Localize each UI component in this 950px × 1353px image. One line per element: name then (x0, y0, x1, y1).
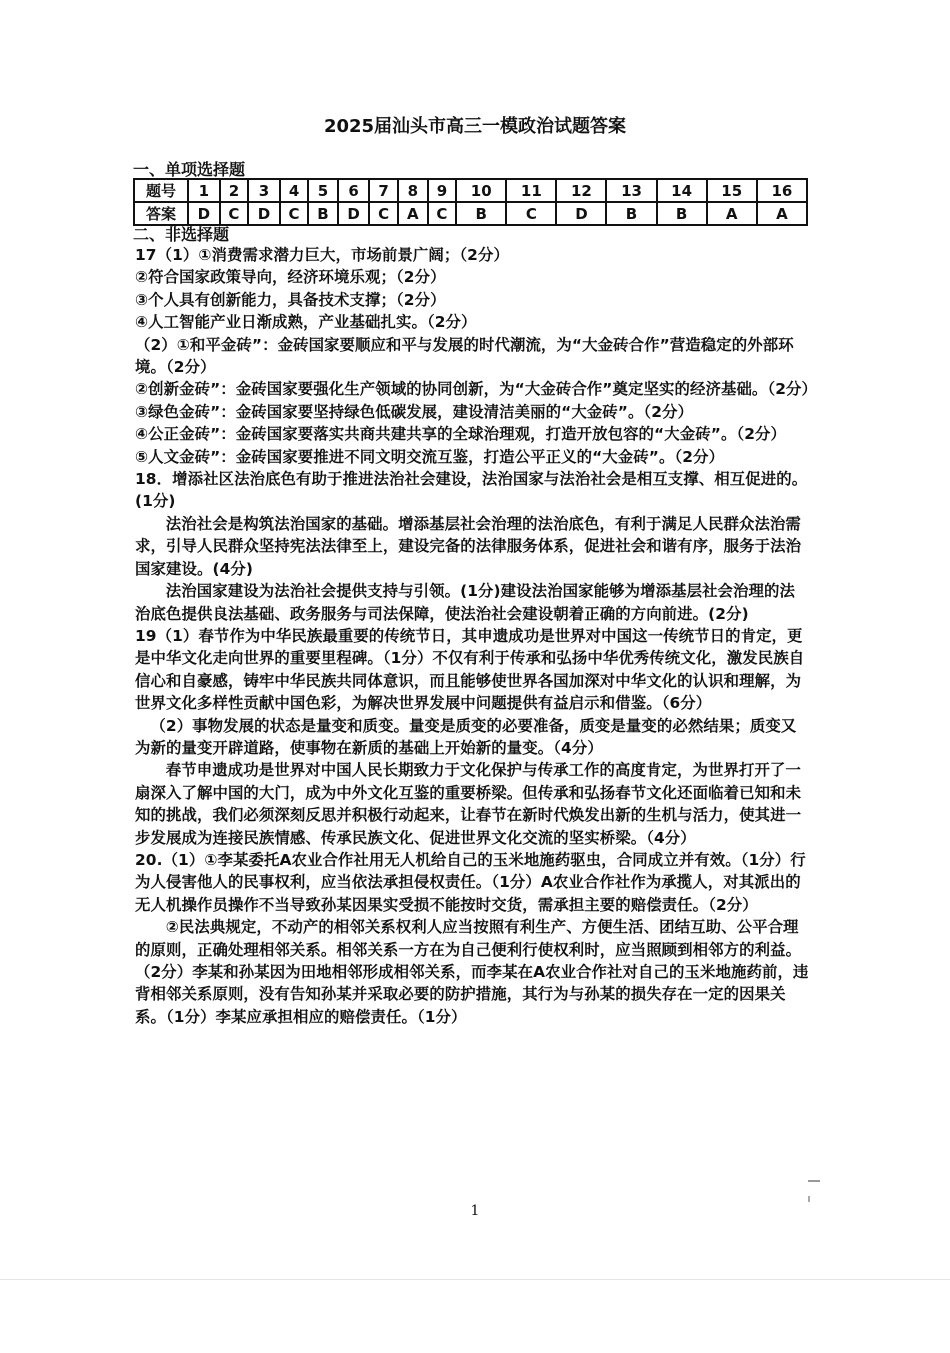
answer-cell: B (606, 202, 656, 225)
answer-body (135, 244, 818, 1028)
question-number-cell: 5 (308, 179, 337, 202)
question-number-cell: 11 (506, 179, 556, 202)
answer-cell: D (188, 202, 220, 225)
page-number: 1 (470, 1203, 480, 1219)
paragraph-q17-1a: 17（1）①消费需求潜力巨大，市场前景广阔；（2分） (135, 246, 509, 264)
answer-table (133, 178, 808, 226)
paragraph-q17-2a: （2）①和平金砖”：金砖国家要顺应和平与发展的时代潮流，为“大金砖合作”营造稳定的外部环境。（2分） (135, 335, 794, 377)
answer-cell: A (707, 202, 757, 225)
question-number-cell: 1 (188, 179, 220, 202)
answer-cell: B (657, 202, 707, 225)
paragraph-q20-1a: 20.（1）①李某委托A农业合作社用无人机给自己的玉米地施药驱虫，合同成立并有效。（1分）行为人侵害他人的民事权利，应当依法承担侵权责任。（1分）A农业合作社作为承揽人，对其派出的无人机操作员操作不当导致孙某因果实受损不能按时交货，需承担主要的赔偿责任。（2分） (135, 850, 806, 914)
question-number-row (134, 179, 807, 202)
scan-mark (808, 1180, 820, 1182)
paragraph-q17-2e: ⑤人文金砖”：金砖国家要推进不同文明交流互鉴，打造公平正义的“大金砖”。（2分） (135, 447, 725, 466)
paragraph-q17-2b: ②创新金砖”：金砖国家要强化生产领域的协同创新，为“大金砖合作”奠定坚实的经济基础。（2分） (135, 380, 818, 399)
paragraph-q17-1b: ②符合国家政策导向，经济环境乐观；（2分） (135, 268, 446, 287)
question-number-cell: 12 (556, 179, 606, 202)
question-number-cell: 14 (657, 179, 707, 202)
section-heading-non-choice: 二、非选择题 (133, 225, 230, 244)
answer-cell: A (757, 202, 807, 225)
paragraph-q17-1d: ④人工智能产业日渐成熟，产业基础扎实。（2分） (135, 313, 477, 332)
section-heading-single-choice: 一、单项选择题 (133, 160, 246, 179)
answer-cell: D (338, 202, 370, 225)
question-number-cell: 16 (757, 179, 807, 202)
question-number-cell: 7 (369, 179, 398, 202)
answer-cell: A (398, 202, 428, 225)
question-number-cell: 10 (456, 179, 506, 202)
question-number-cell: 3 (248, 179, 280, 202)
answer-cell: C (220, 202, 249, 225)
paragraph-q20-1b: ②民法典规定，不动产的相邻关系权利人应当按照有利生产、方便生活、团结互助、公平合理的原则，正确处理相邻关系。相邻关系一方在为自己便利行使权利时，应当照顾到相邻方的利益。（2分）李某和孙某因为田地相邻形成相邻关系，而李某在A农业合作社对自己的玉米地施药前，违背相邻关系原则，没有告知孙某并采取必要的防护措施，其行为与孙某的损失存在一定的因果关系。（1分）李某应承担相应的赔偿责任。（1分） (135, 918, 809, 1026)
paragraph-q17-2c: ③绿色金砖”：金砖国家要坚持绿色低碳发展，建设清洁美丽的“大金砖”。（2分） (135, 402, 694, 421)
question-number-cell: 9 (428, 179, 457, 202)
paragraph-q18-body1: 法治社会是构筑法治国家的基础。增添基层社会治理的法治底色，有利于满足人民群众法治需求，引导人民群众坚持宪法法律至上，建设完备的法律服务体系，促进社会和谐有序，服务于法治国家建设。(4分) (135, 514, 802, 578)
answer-cell: C (369, 202, 398, 225)
question-number-cell: 15 (707, 179, 757, 202)
scan-mark (808, 1196, 810, 1202)
question-number-cell: 2 (220, 179, 249, 202)
paragraph-q17-2d: ④公正金砖”：金砖国家要落实共商共建共享的全球治理观，打造开放包容的“大金砖”。（2分） (135, 425, 787, 444)
paragraph-q17-1c: ③个人具有创新能力，具备技术支撑；（2分） (135, 290, 446, 309)
document-title: 2025届汕头市高三一模政治试题答案 (323, 116, 627, 137)
question-number-cell: 4 (280, 179, 309, 202)
question-number-cell: 8 (398, 179, 428, 202)
answer-cell: B (308, 202, 337, 225)
paragraph-q18-body2: 法治国家建设为法治社会提供支持与引领。(1分)建设法治国家能够为增添基层社会治理的法治底色提供良法基础、政务服务与司法保障，使法治社会建设朝着正确的方向前进。(2分) (135, 582, 796, 623)
answer-cell: D (248, 202, 280, 225)
page-bottom-divider (0, 1279, 950, 1280)
paragraph-q18-intro: 18．增添社区法治底色有助于推进法治社会建设，法治国家与法治社会是相互支撑、相互促进的。(1分) (135, 470, 808, 511)
question-number-cell: 13 (606, 179, 656, 202)
answer-cell: B (456, 202, 506, 225)
answer-cell: D (556, 202, 606, 225)
paragraph-q19-2b: 春节申遗成功是世界对中国人民长期致力于文化保护与传承工作的高度肯定，为世界打开了一扇深入了解中国的大门，成为中外文化互鉴的重要桥梁。但传承和弘扬春节文化还面临着已知和未知的挑战，我们必须深刻反思并积极行动起来，让春节在新时代焕发出新的生机与活力，使其进一步发展成为连接民族情感、传承民族文化、促进世界文化交流的坚实桥梁。（4分） (135, 761, 802, 847)
row-label-answer: 答案 (134, 202, 188, 225)
answer-cell: C (428, 202, 457, 225)
question-number-cell: 6 (338, 179, 370, 202)
row-label-question: 题号 (134, 179, 188, 202)
paragraph-q19-1: 19（1）春节作为中华民族最重要的传统节日，其申遗成功是世界对中国这一传统节日的肯定，更是中华文化走向世界的重要里程碑。（1分）不仅有利于传承和弘扬中华优秀传统文化，激发民族自信心和自豪感，铸牢中华民族共同体意识，而且能够使世界各国加深对中华文化的认识和理解，为世界文化多样性贡献中国色彩，为解决世界发展中问题提供有益启示和借鉴。（6分） (135, 626, 805, 713)
answer-cell: C (506, 202, 556, 225)
paragraph-q19-2a: （2）事物发展的状态是量变和质变。量变是质变的必要准备，质变是量变的必然结果；质变又为新的量变开辟道路，使事物在新质的基础上开始新的量变。（4分） (135, 716, 797, 757)
answer-row (134, 202, 807, 225)
answer-cell: C (280, 202, 309, 225)
